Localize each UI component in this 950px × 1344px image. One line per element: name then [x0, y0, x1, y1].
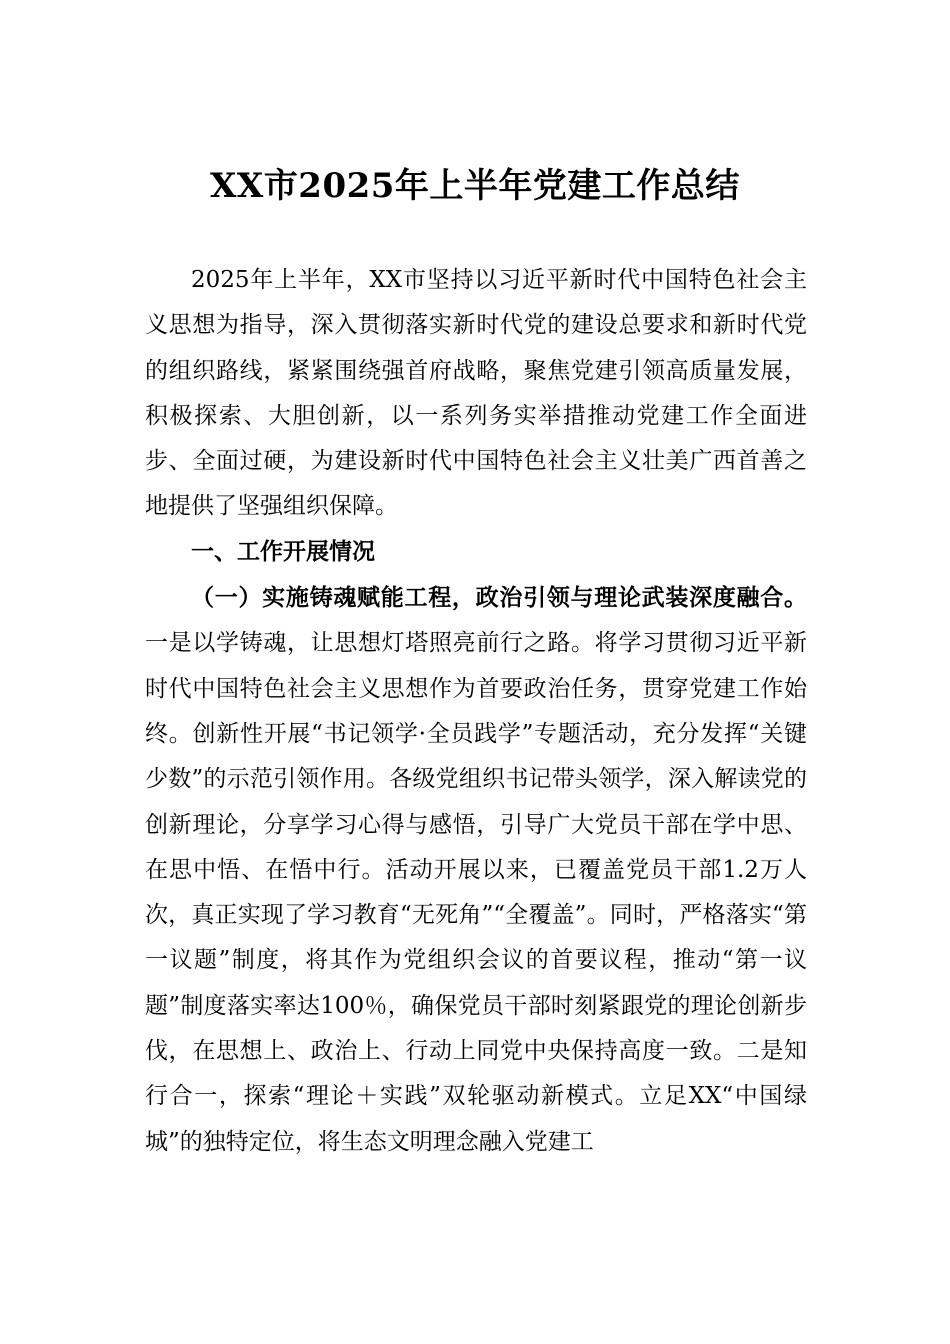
document-body [145, 258, 807, 1165]
subsection-paragraph [145, 575, 807, 1165]
document-title: XX市2025年上半年党建工作总结 [210, 166, 740, 206]
subsection-body: 一是以学铸魂，让思想灯塔照亮前行之路。将学习贯彻习近平新时代中国特色社会主义思想作为首要政治任务，贯穿党建工作始终。创新性开展“书记领学·全员践学”专题活动，充分发挥“关键少数”的示范引领作用。各级党组织书记带头领学，深入解读党的创新理论，分享学习心得与感悟，引导广大党员干部在学中思、在思中悟、在悟中行。活动开展以来，已覆盖党员干部1.2万人次，真正实现了学习教育“无死角”“全覆盖”。同时，严格落实“第一议题”制度，将其作为党组织会议的首要议程，推动“第一议题”制度落实率达100％，确保党员干部时刻紧跟党的理论创新步伐，在思想上、政治上、行动上同党中央保持高度一致。二是知行合一，探索“理论＋实践”双轮驱动新模式。立足XX“中国绿城”的独特定位，将生态文明理念融入党建工 [145, 630, 807, 1155]
section-heading: 一、工作开展情况 [191, 538, 375, 565]
intro-paragraph: 2025年上半年，XX市坚持以习近平新时代中国特色社会主义思想为指导，深入贯彻落实新时代党的建设总要求和新时代党的组织路线，紧紧围绕强首府战略，聚焦党建引领高质量发展，积极探索、大胆创新，以一系列务实举措推动党建工作全面进步、全面过硬，为建设新时代中国特色社会主义壮美广西首善之地提供了坚强组织保障。 [145, 267, 807, 520]
subsection-heading: （一）实施铸魂赋能工程，政治引领与理论武装深度融合。 [191, 584, 807, 612]
